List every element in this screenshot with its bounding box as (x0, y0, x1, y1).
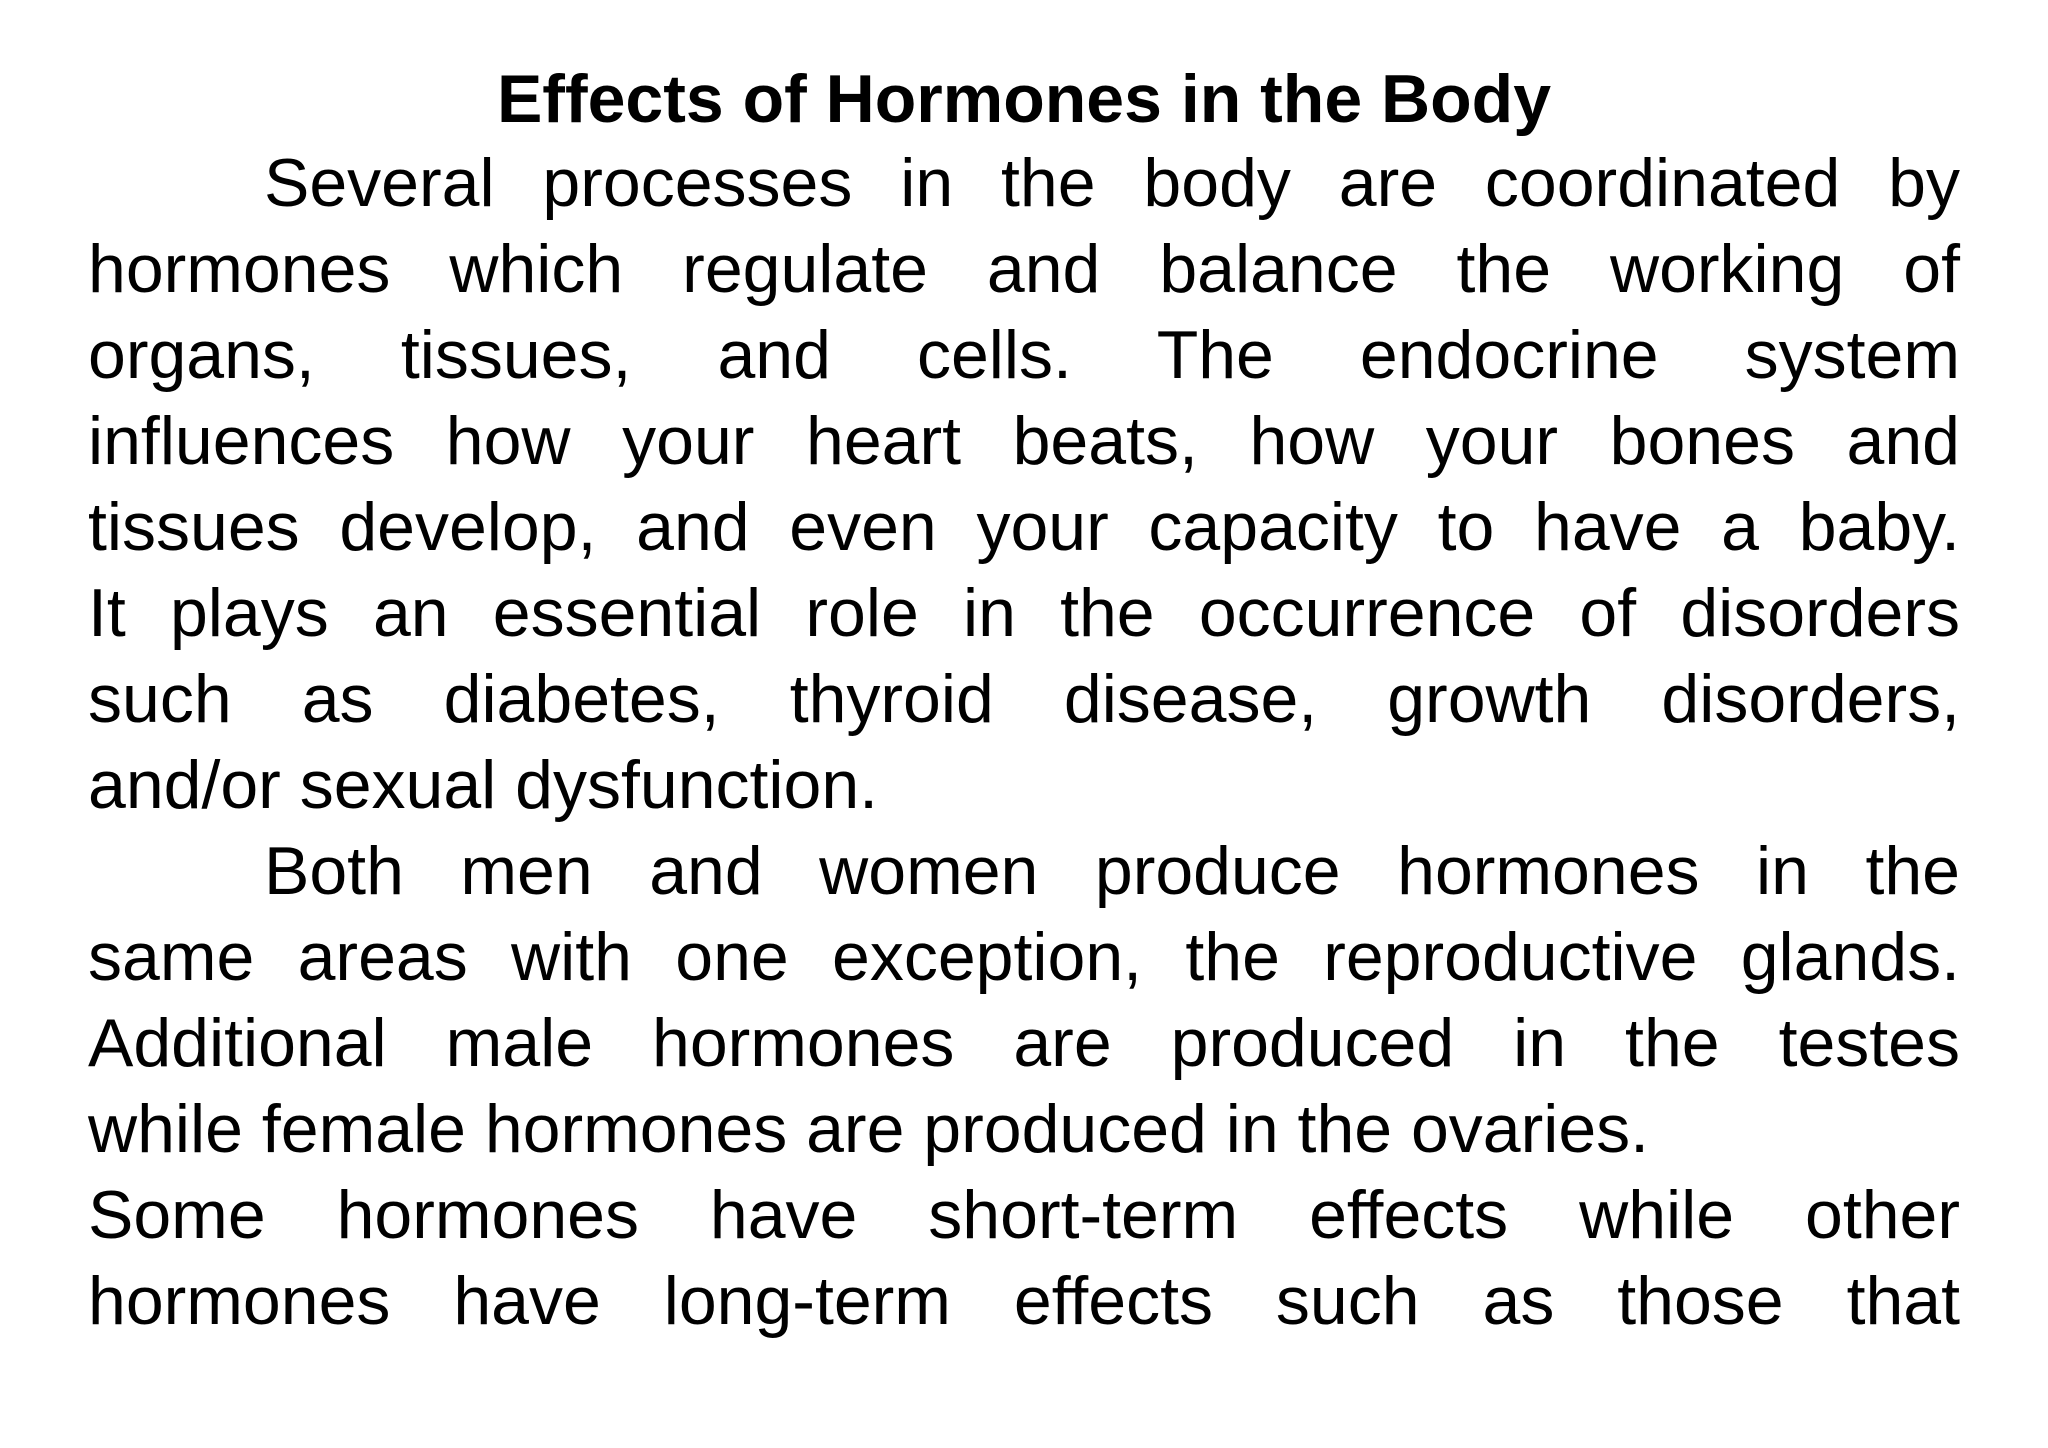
paragraph-2-line-1: Both men and women produce hormones in the (264, 833, 1960, 909)
paragraph-1-line-6: It plays an essential role in the occurrence of disorders (88, 575, 1960, 651)
paragraph-2-line-2: same areas with one exception, the reproductive glands. (88, 919, 1960, 995)
paragraph-2-line-4: while female hormones are produced in the ovaries. (88, 1091, 1650, 1167)
paragraph-3-line-1: Some hormones have short-term effects while other (88, 1177, 1960, 1253)
paragraph-2-line-3: Additional male hormones are produced in the testes (88, 1005, 1960, 1081)
document-title: Effects of Hormones in the Body (496, 61, 1552, 137)
paragraph-3-line-2: hormones have long-term effects such as those that (88, 1263, 1960, 1339)
paragraph-1-line-1: Several processes in the body are coordinated by (264, 145, 1960, 221)
paragraph-1-line-5: tissues develop, and even your capacity to have a baby. (88, 489, 1960, 565)
paragraph-1-line-4: influences how your heart beats, how your bones and (88, 403, 1960, 479)
paragraph-1-line-7: such as diabetes, thyroid disease, growth disorders, (88, 661, 1960, 737)
paragraph-1-line-2: hormones which regulate and balance the working of (88, 231, 1960, 307)
paragraph-1-line-8: and/or sexual dysfunction. (88, 747, 879, 823)
paragraph-1-line-3: organs, tissues, and cells. The endocrine system (88, 317, 1960, 393)
